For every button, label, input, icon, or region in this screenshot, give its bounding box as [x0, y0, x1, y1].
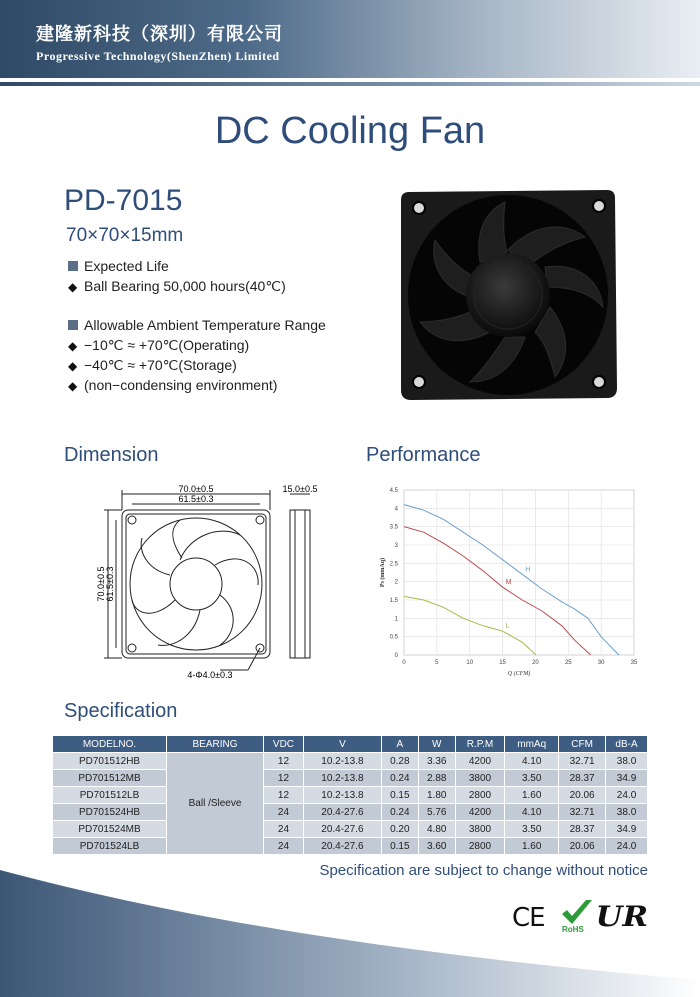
rohs-label: RoHS — [562, 925, 584, 934]
dimension-drawing — [70, 480, 340, 685]
table-cell: 24 — [264, 838, 304, 855]
feature-item — [68, 258, 169, 274]
table-cell: 10.2-13.8 — [303, 753, 381, 770]
table-cell: 4.10 — [505, 753, 559, 770]
table-cell: 20.06 — [559, 838, 606, 855]
y-tick-label: 3 — [394, 543, 398, 549]
table-cell: 4200 — [455, 753, 505, 770]
header-stripe — [0, 82, 700, 86]
table-cell: 2.88 — [418, 770, 455, 787]
performance-chart — [370, 482, 645, 682]
table-cell: 0.20 — [381, 821, 418, 838]
ce-mark: CE — [512, 903, 545, 933]
col-header: A — [381, 736, 418, 753]
table-cell: 0.28 — [381, 753, 418, 770]
col-header: R.P.M — [455, 736, 505, 753]
table-row — [53, 787, 648, 804]
feature-text: Expected Life — [84, 258, 169, 274]
table-cell: 4200 — [455, 804, 505, 821]
performance-heading: Performance — [366, 444, 481, 466]
x-tick-label: 30 — [597, 660, 605, 666]
fan-product-image — [395, 182, 621, 408]
x-tick-label: 5 — [435, 660, 439, 666]
table-cell: 32.71 — [559, 804, 606, 821]
table-cell: 38.0 — [606, 753, 648, 770]
table-cell: 0.15 — [381, 838, 418, 855]
product-model: PD-7015 — [64, 184, 183, 217]
diamond-bullet-icon: ◆ — [68, 379, 78, 393]
table-cell: 24.0 — [606, 838, 648, 855]
table-row — [53, 804, 648, 821]
table-cell: 12 — [264, 770, 304, 787]
x-axis-label: Q (CFM) — [507, 671, 531, 677]
spec-notice: Specification are subject to change without notice — [319, 862, 648, 879]
x-tick-label: 35 — [630, 660, 638, 666]
feature-item — [68, 278, 286, 295]
table-cell: 34.9 — [606, 770, 648, 787]
table-cell: 38.0 — [606, 804, 648, 821]
table-row — [53, 838, 648, 855]
square-bullet-icon — [68, 320, 78, 330]
dim-inner-label: 61.5±0.3 — [178, 494, 214, 504]
x-tick-label: 10 — [466, 660, 474, 666]
table-cell: PD701524MB — [53, 821, 167, 838]
spec-table — [52, 735, 648, 855]
series-label: L — [505, 623, 510, 631]
feature-text: Ball Bearing 50,000 hours(40℃) — [84, 278, 286, 294]
table-cell: 12 — [264, 753, 304, 770]
table-cell: 10.2-13.8 — [303, 770, 381, 787]
feature-text: −40℃ ≈ +70℃(Storage) — [84, 357, 237, 373]
table-cell: 20.4-27.6 — [303, 804, 381, 821]
table-cell: 24 — [264, 821, 304, 838]
table-row — [53, 753, 648, 770]
bearing-cell: Ball /Sleeve — [167, 753, 264, 855]
table-cell: 20.06 — [559, 787, 606, 804]
series-line-l — [404, 596, 536, 655]
product-size: 70×70×15mm — [66, 225, 184, 246]
series-label: M — [505, 579, 512, 587]
feature-item — [68, 357, 237, 374]
y-tick-label: 2 — [394, 579, 398, 586]
y-tick-label: 1 — [394, 616, 398, 623]
series-line-h — [404, 505, 619, 655]
specification-heading: Specification — [64, 700, 178, 722]
table-cell: 1.60 — [505, 787, 559, 804]
table-cell: 4.80 — [418, 821, 455, 838]
dim-inner-vertical-label: 61.5±0.3 — [105, 566, 115, 602]
feature-text: (non−condensing environment) — [84, 377, 278, 393]
company-name-en: Progressive Technology(ShenZhen) Limited — [36, 49, 280, 63]
col-header: mmAq — [505, 736, 559, 753]
rohs-mark — [560, 898, 594, 936]
table-cell: 10.2-13.8 — [303, 787, 381, 804]
table-cell: 32.71 — [559, 753, 606, 770]
diamond-bullet-icon: ◆ — [68, 359, 78, 373]
table-cell: PD701512MB — [53, 770, 167, 787]
feature-text: Allowable Ambient Temperature Range — [84, 317, 326, 333]
ul-recognized-mark: UR — [595, 900, 649, 933]
table-cell: 1.60 — [505, 838, 559, 855]
checkmark-icon — [560, 898, 594, 928]
y-tick-label: 4.5 — [389, 488, 398, 494]
y-tick-label: 4 — [394, 506, 398, 513]
col-header: CFM — [559, 736, 606, 753]
table-cell: PD701512HB — [53, 753, 167, 770]
table-cell: 0.24 — [381, 804, 418, 821]
table-cell: 3800 — [455, 821, 505, 838]
table-cell: 0.15 — [381, 787, 418, 804]
feature-item — [68, 377, 277, 393]
table-cell: PD701524LB — [53, 838, 167, 855]
page-title: DC Cooling Fan — [214, 110, 486, 152]
dim-outer-label: 70.0±0.5 — [178, 484, 214, 494]
table-cell: 0.24 — [381, 770, 418, 787]
dim-thickness-label: 15.0±0.5 — [282, 484, 318, 494]
dimension-heading: Dimension — [64, 444, 159, 466]
dim-holes-label: 4-Φ4.0±0.3 — [187, 670, 233, 680]
table-cell: PD701512LB — [53, 787, 167, 804]
series-line-m — [404, 527, 591, 655]
y-tick-label: 0 — [394, 653, 398, 659]
feature-item — [68, 337, 249, 354]
table-row — [53, 770, 648, 787]
y-tick-label: 3.5 — [389, 524, 398, 531]
table-cell: 4.10 — [505, 804, 559, 821]
col-header: BEARING — [167, 736, 264, 753]
dim-outer-vertical-label: 70.0±0.5 — [96, 566, 106, 602]
x-tick-label: 25 — [564, 660, 572, 666]
table-row — [53, 821, 648, 838]
col-header: VDC — [264, 736, 304, 753]
feature-item — [68, 317, 326, 333]
feature-text: −10℃ ≈ +70℃(Operating) — [84, 337, 250, 353]
header-banner — [0, 0, 700, 78]
table-cell: 3.36 — [418, 753, 455, 770]
y-tick-label: 2.5 — [389, 561, 398, 568]
x-tick-label: 0 — [402, 660, 406, 666]
table-cell: 3800 — [455, 770, 505, 787]
diamond-bullet-icon: ◆ — [68, 339, 78, 353]
x-tick-label: 15 — [499, 660, 506, 666]
table-cell: 5.76 — [418, 804, 455, 821]
col-header: dB-A — [606, 736, 648, 753]
company-name-cn: 建隆新科技（深圳）有限公司 — [36, 24, 283, 45]
table-cell: PD701524HB — [53, 804, 167, 821]
col-header: V — [303, 736, 381, 753]
x-tick-label: 20 — [532, 660, 539, 666]
table-cell: 28.37 — [559, 821, 606, 838]
square-bullet-icon — [68, 261, 78, 271]
col-header: MODELNO. — [53, 736, 167, 753]
table-cell: 3.50 — [505, 821, 559, 838]
table-cell: 3.60 — [418, 838, 455, 855]
spec-header-row — [53, 736, 648, 753]
table-cell: 34.9 — [606, 821, 648, 838]
series-label: H — [525, 566, 531, 574]
table-cell: 2800 — [455, 787, 505, 804]
table-cell: 24.0 — [606, 787, 648, 804]
y-tick-label: 0.5 — [389, 634, 398, 641]
table-cell: 3.50 — [505, 770, 559, 787]
table-cell: 2800 — [455, 838, 505, 855]
footer-swoosh — [0, 870, 700, 997]
table-cell: 12 — [264, 787, 304, 804]
table-cell: 20.4-27.6 — [303, 821, 381, 838]
col-header: W — [418, 736, 455, 753]
table-cell: 20.4-27.6 — [303, 838, 381, 855]
y-axis-label: Ps (mmAq) — [380, 557, 386, 588]
y-tick-label: 1.5 — [389, 598, 398, 604]
diamond-bullet-icon: ◆ — [68, 280, 78, 294]
table-cell: 24 — [264, 804, 304, 821]
table-cell: 28.37 — [559, 770, 606, 787]
table-cell: 1.80 — [418, 787, 455, 804]
